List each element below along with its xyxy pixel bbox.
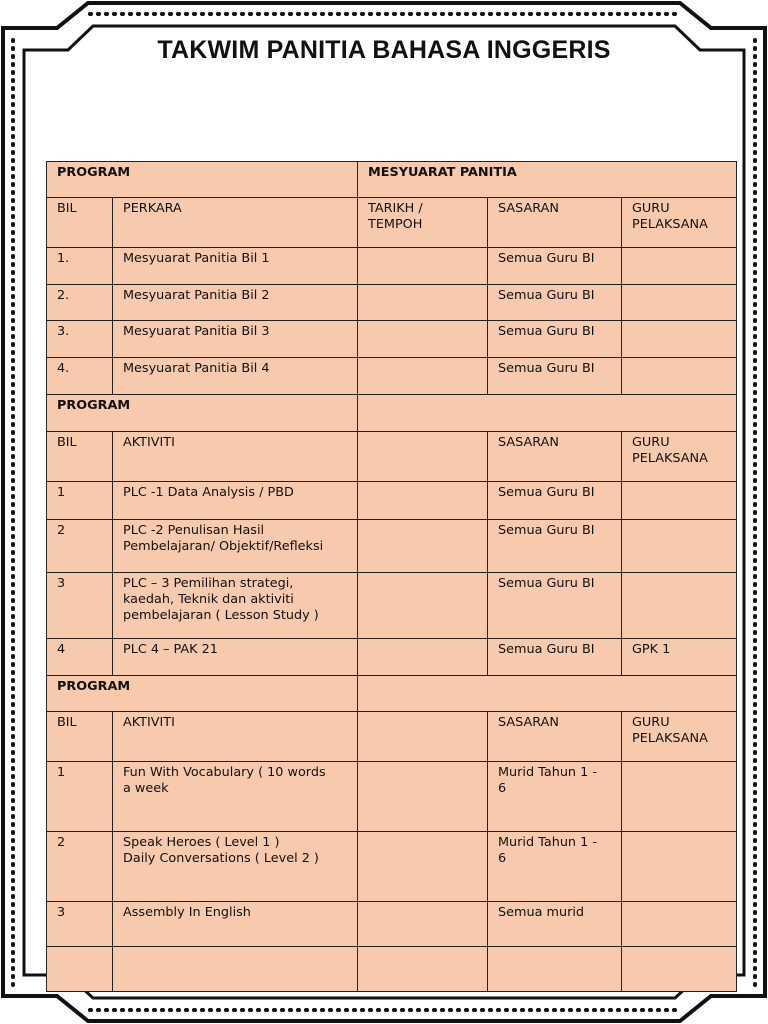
table-cell bbox=[47, 947, 113, 992]
table-row bbox=[47, 832, 737, 902]
column-header: BIL bbox=[47, 432, 113, 482]
program-name: MESYUARAT PANITIA bbox=[358, 162, 737, 198]
table-row bbox=[47, 639, 737, 676]
table-cell bbox=[622, 482, 737, 520]
column-header: SASARAN bbox=[488, 712, 622, 762]
table-cell: Speak Heroes ( Level 1 ) Daily Conversations ( Level 2 ) bbox=[113, 832, 358, 902]
table-row bbox=[47, 573, 737, 639]
table-cell: 2 bbox=[47, 832, 113, 902]
table-cell bbox=[622, 832, 737, 902]
table-cell bbox=[358, 573, 488, 639]
table-cell bbox=[622, 762, 737, 832]
table-cell: PLC -2 Penulisan Hasil Pembelajaran/ Objektif/Refleksi bbox=[113, 520, 358, 573]
table-cell: 1 bbox=[47, 762, 113, 832]
table-cell bbox=[358, 482, 488, 520]
column-header: BIL bbox=[47, 198, 113, 248]
header-row bbox=[47, 198, 737, 248]
table-row bbox=[47, 520, 737, 573]
table-cell bbox=[358, 947, 488, 992]
header-row bbox=[47, 712, 737, 762]
table-row bbox=[47, 902, 737, 947]
table-cell: Semua Guru BI bbox=[488, 482, 622, 520]
column-header: TARIKH / TEMPOH bbox=[358, 198, 488, 248]
table-cell: Mesyuarat Panitia Bil 3 bbox=[113, 321, 358, 358]
table-cell bbox=[622, 248, 737, 285]
table-row bbox=[47, 321, 737, 358]
column-header bbox=[358, 712, 488, 762]
table-cell: Semua Guru BI bbox=[488, 358, 622, 395]
column-header: AKTIVITI bbox=[113, 712, 358, 762]
table-cell bbox=[488, 947, 622, 992]
table-row bbox=[47, 248, 737, 285]
table-cell bbox=[622, 573, 737, 639]
table-cell: 1. bbox=[47, 248, 113, 285]
column-header: AKTIVITI bbox=[113, 432, 358, 482]
table-cell: GPK 1 bbox=[622, 639, 737, 676]
program-row bbox=[47, 676, 737, 712]
table-cell bbox=[622, 520, 737, 573]
table-cell bbox=[622, 321, 737, 358]
table-cell: Semua Guru BI bbox=[488, 639, 622, 676]
table-cell: Mesyuarat Panitia Bil 1 bbox=[113, 248, 358, 285]
table-row bbox=[47, 285, 737, 321]
table-cell: Semua Guru BI bbox=[488, 248, 622, 285]
table-cell: Mesyuarat Panitia Bil 2 bbox=[113, 285, 358, 321]
table-cell bbox=[622, 285, 737, 321]
table-cell bbox=[358, 285, 488, 321]
table-cell: Semua Guru BI bbox=[488, 321, 622, 358]
table-row bbox=[47, 947, 737, 992]
column-header: GURU PELAKSANA bbox=[622, 712, 737, 762]
table-cell bbox=[358, 321, 488, 358]
table-cell bbox=[622, 947, 737, 992]
table-cell bbox=[358, 902, 488, 947]
column-header: PERKARA bbox=[113, 198, 358, 248]
table-cell bbox=[358, 832, 488, 902]
table-cell: 4 bbox=[47, 639, 113, 676]
calendar-table bbox=[46, 161, 737, 992]
program-name bbox=[358, 676, 737, 712]
table-cell: 4. bbox=[47, 358, 113, 395]
program-name bbox=[358, 395, 737, 432]
table-cell: Fun With Vocabulary ( 10 words a week bbox=[113, 762, 358, 832]
table-cell: PLC 4 – PAK 21 bbox=[113, 639, 358, 676]
table-cell: 1 bbox=[47, 482, 113, 520]
table-cell: Semua Guru BI bbox=[488, 520, 622, 573]
table-cell: Semua murid bbox=[488, 902, 622, 947]
table-cell: 3. bbox=[47, 321, 113, 358]
table-cell: Mesyuarat Panitia Bil 4 bbox=[113, 358, 358, 395]
table-row bbox=[47, 482, 737, 520]
table-cell: Murid Tahun 1 - 6 bbox=[488, 832, 622, 902]
page-title: TAKWIM PANITIA BAHASA INGGERIS bbox=[157, 36, 611, 64]
header-row bbox=[47, 432, 737, 482]
table-cell bbox=[358, 248, 488, 285]
column-header: GURU PELAKSANA bbox=[622, 198, 737, 248]
program-row bbox=[47, 162, 737, 198]
table-cell: 2. bbox=[47, 285, 113, 321]
table-cell bbox=[622, 902, 737, 947]
table-cell: 3 bbox=[47, 573, 113, 639]
table-row bbox=[47, 358, 737, 395]
table-cell: Semua Guru BI bbox=[488, 573, 622, 639]
program-label: PROGRAM bbox=[47, 676, 358, 712]
table-cell bbox=[358, 762, 488, 832]
table-cell: Semua Guru BI bbox=[488, 285, 622, 321]
table-cell: Assembly In English bbox=[113, 902, 358, 947]
program-label: PROGRAM bbox=[47, 162, 358, 198]
column-header bbox=[358, 432, 488, 482]
table-cell: PLC -1 Data Analysis / PBD bbox=[113, 482, 358, 520]
table-cell: 3 bbox=[47, 902, 113, 947]
program-row bbox=[47, 395, 737, 432]
table-cell bbox=[622, 358, 737, 395]
column-header: SASARAN bbox=[488, 432, 622, 482]
table-cell: 2 bbox=[47, 520, 113, 573]
table-cell bbox=[358, 358, 488, 395]
program-label: PROGRAM bbox=[47, 395, 358, 432]
column-header: GURU PELAKSANA bbox=[622, 432, 737, 482]
column-header: SASARAN bbox=[488, 198, 622, 248]
table-cell: PLC – 3 Pemilihan strategi, kaedah, Teknik dan aktiviti pembelajaran ( Lesson Study ) bbox=[113, 573, 358, 639]
table-cell: Murid Tahun 1 - 6 bbox=[488, 762, 622, 832]
table-cell bbox=[358, 520, 488, 573]
table-cell bbox=[113, 947, 358, 992]
table-row bbox=[47, 762, 737, 832]
column-header: BIL bbox=[47, 712, 113, 762]
table-cell bbox=[358, 639, 488, 676]
